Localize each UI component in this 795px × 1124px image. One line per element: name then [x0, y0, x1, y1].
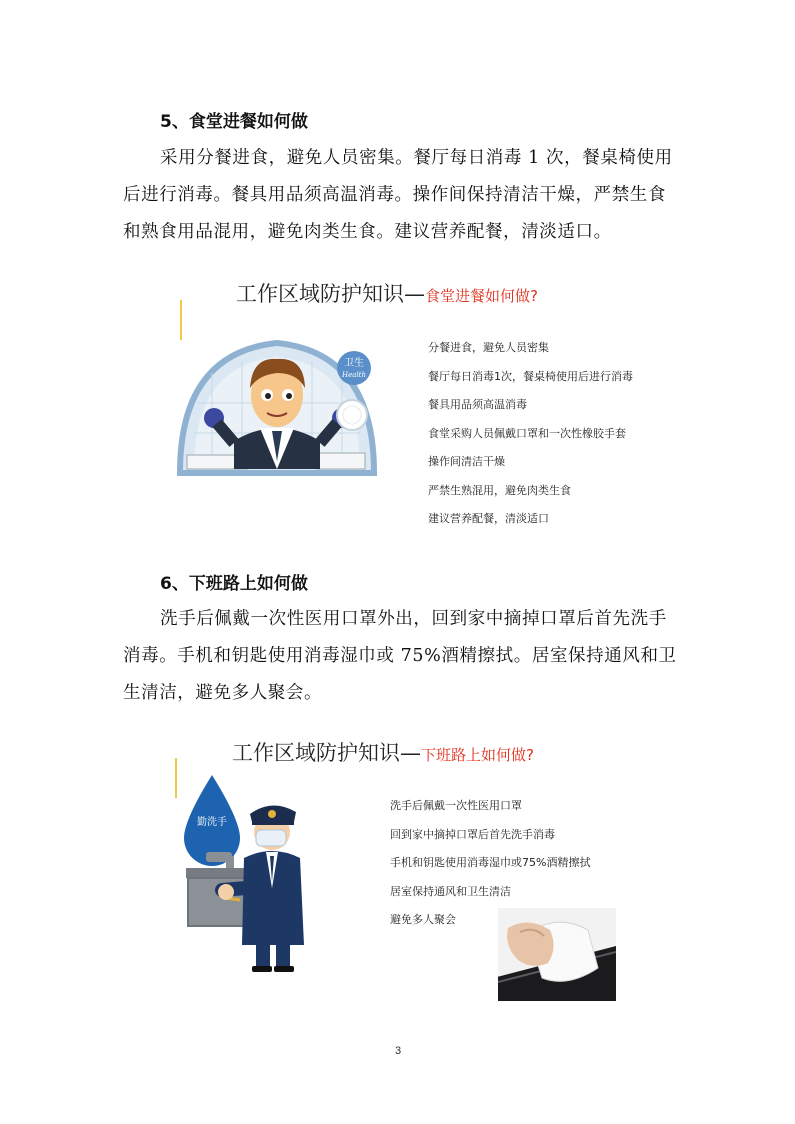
list-item: 居室保持通风和卫生清洁 — [390, 884, 511, 898]
infographic1-title — [236, 278, 538, 308]
section5-line-1: 采用分餐进食，避免人员密集。餐厅每日消毒 1 次，餐桌椅使用 — [160, 148, 673, 168]
section5-line-2: 后进行消毒。餐具用品须高温消毒。操作间保持清洁干燥，严禁生食 — [123, 185, 666, 205]
list-item: 建议营养配餐，清淡适口 — [428, 512, 549, 525]
section6-paragraph — [123, 601, 680, 712]
infographic1-title-main: 工作区域防护知识— — [236, 282, 425, 306]
infographic2-title — [232, 737, 534, 767]
health-badge-sublabel: Health — [342, 371, 366, 379]
section5-heading: 5、食堂进餐如何做 — [160, 112, 308, 132]
section6-heading: 6、下班路上如何做 — [160, 574, 308, 594]
wash-hands-drop-text: 勤洗手 — [197, 817, 227, 828]
infographic2-title-main: 工作区域防护知识— — [232, 741, 421, 765]
list-item: 严禁生熟混用，避免肉类生食 — [428, 483, 571, 497]
infographic1-bullet-list — [428, 339, 633, 539]
list-item: 餐具用品须高温消毒 — [428, 398, 527, 411]
list-item: 避免多人聚会 — [390, 913, 456, 926]
infographic2-accent-bar — [175, 758, 177, 798]
list-item: 回到家中摘掉口罩后首先洗手消毒 — [390, 827, 555, 841]
infographic2-title-sub: 下班路上如何做? — [421, 746, 534, 764]
phone-wiping-photo — [498, 908, 616, 1001]
list-item: 食堂采购人员佩戴口罩和一次性橡胶手套 — [428, 426, 626, 440]
health-badge-label: 卫生 — [344, 358, 364, 369]
page-number: 3 — [395, 1045, 402, 1057]
list-item: 洗手后佩戴一次性医用口罩 — [390, 799, 522, 812]
list-item: 手机和钥匙使用消毒湿巾或75%酒精擦拭 — [390, 856, 591, 869]
section6-line-2: 消毒。手机和钥匙使用消毒湿巾或 75%酒精擦拭。居室保持通风和卫 — [123, 646, 677, 666]
list-item: 分餐进食，避免人员密集 — [428, 341, 549, 354]
chef-illustration — [172, 333, 382, 478]
list-item: 操作间清洁干燥 — [428, 455, 505, 468]
list-item: 餐厅每日消毒1次，餐桌椅使用后进行消毒 — [428, 369, 633, 383]
section6-line-3: 生清洁，避免多人聚会。 — [123, 683, 323, 703]
section5-line-3: 和熟食用品混用，避免肉类生食。建议营养配餐，清淡适口。 — [123, 222, 612, 242]
infographic1-title-sub: 食堂进餐如何做? — [425, 287, 538, 305]
section6-line-1: 洗手后佩戴一次性医用口罩外出，回到家中摘掉口罩后首先洗手 — [160, 609, 667, 629]
section5-paragraph — [123, 140, 680, 251]
officer-illustration — [182, 770, 312, 975]
